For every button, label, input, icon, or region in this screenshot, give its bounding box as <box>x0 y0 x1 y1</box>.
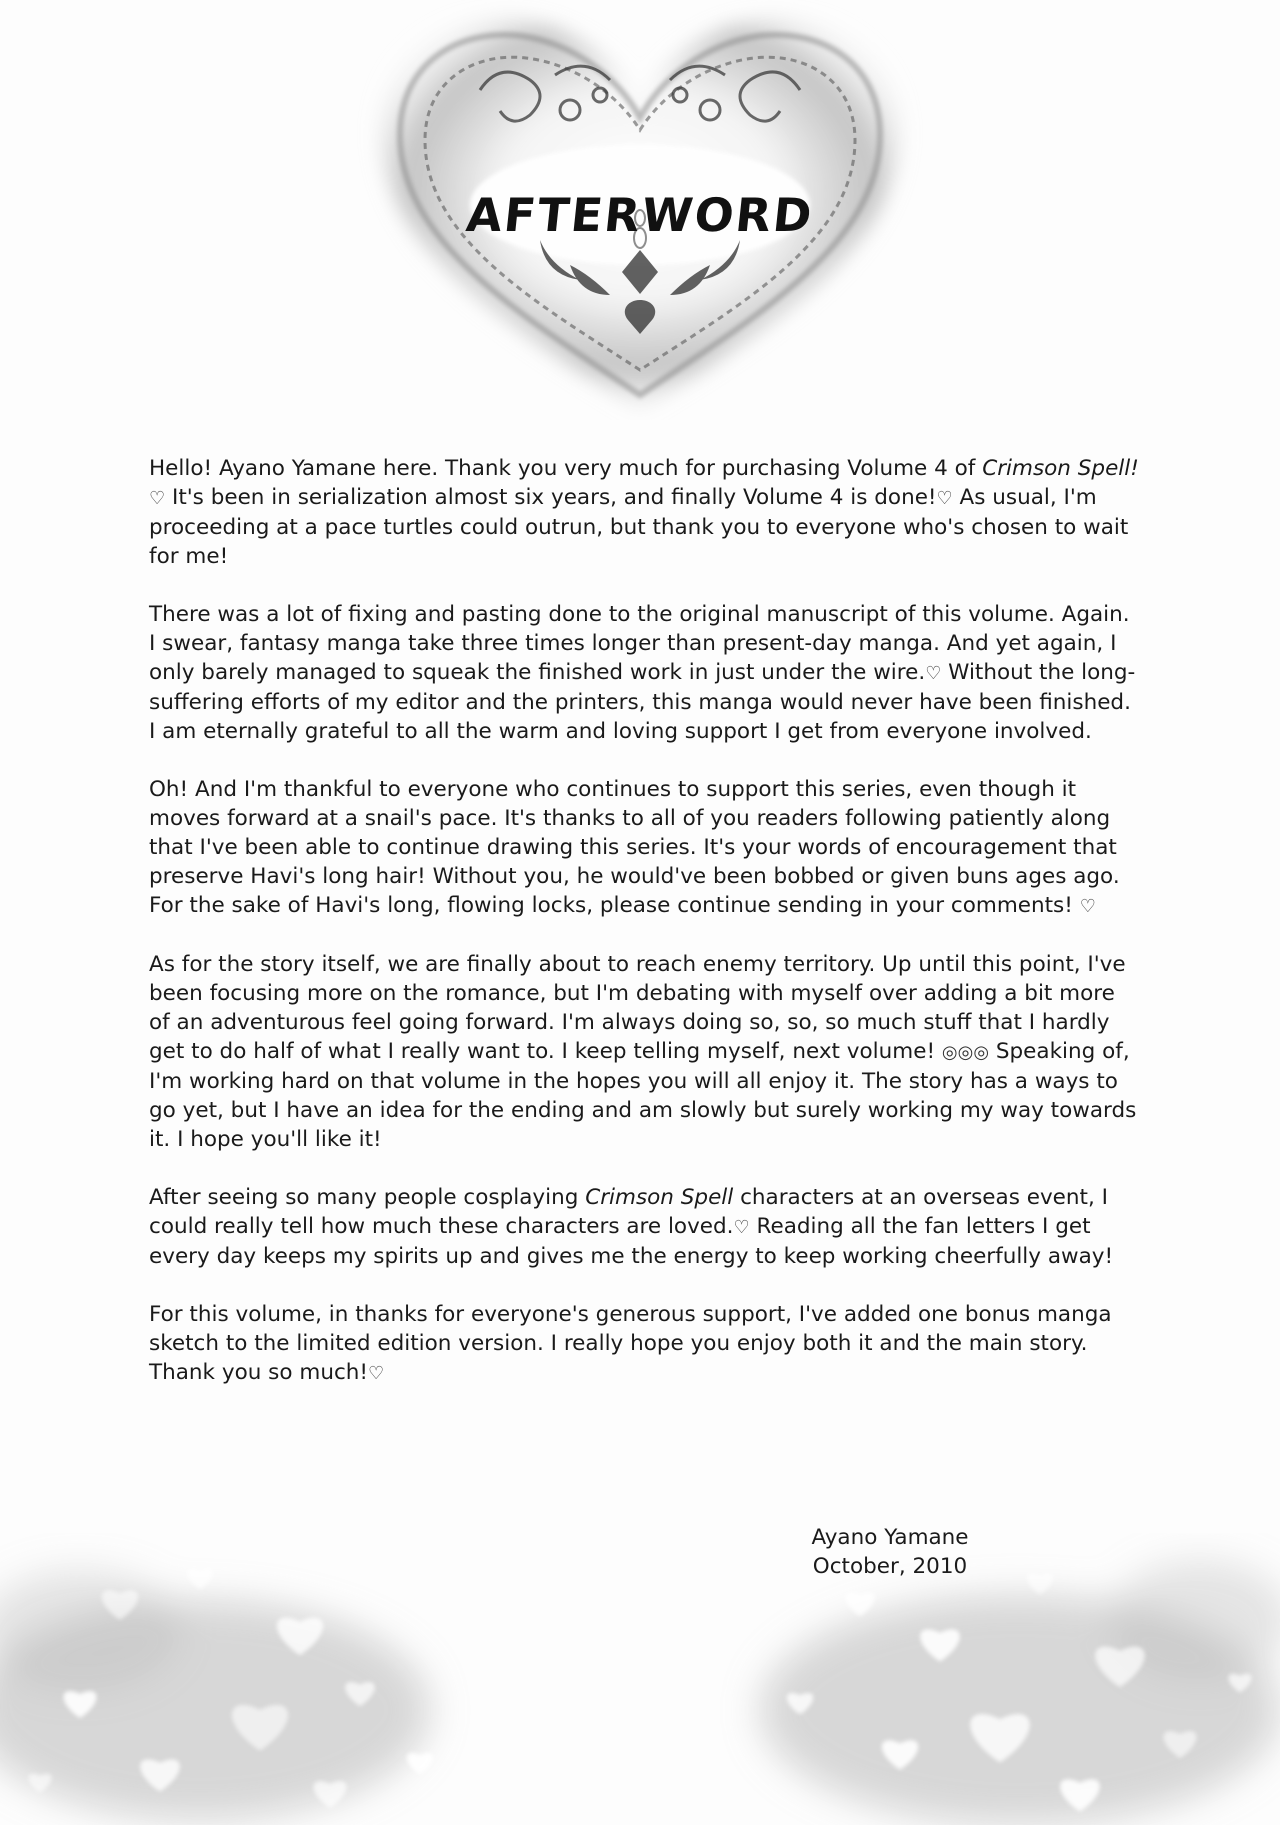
bokeh-heart-icon <box>1027 1573 1053 1595</box>
paragraph-text: Crimson Spell <box>585 1185 734 1210</box>
paragraph-text: After seeing so many people cosplaying <box>149 1185 586 1210</box>
bokeh-heart-icon <box>845 1592 875 1616</box>
paragraph-p1 <box>149 454 1139 571</box>
bokeh-heart-icon <box>407 1753 433 1775</box>
paragraph-p2 <box>149 600 1139 746</box>
paragraph-text: Hello! Ayano Yamane here. Thank you very much for purchasing Volume 4 of <box>149 456 983 481</box>
heart-glyph-icon: ♡ <box>733 1217 750 1238</box>
paragraph-text: There was a lot of fixing and pasting done to the original manuscript of this volume. Again. I swear, fantasy manga take three times longer than present-day manga. And yet again, I only barely managed to squeak the finished work in just under the wire. <box>149 602 1130 685</box>
paragraph-text: Speaking of, I'm working hard on that volume in the hopes you will all enjoy it. The story has a ways to go yet, but I have an idea for the ending and am slowly but surely working my way towards it. I hope you'll like it! <box>149 1039 1137 1152</box>
heart-glyph-icon: ♡ <box>1079 896 1096 917</box>
bokeh-hearts-icon <box>0 1480 1280 1825</box>
paragraph-text: Oh! And I'm thankful to everyone who continues to support this series, even though it moves forward at a snail's pace. It's thanks to all of you readers following patiently along that I've been able to continue drawing this series. It's your words of encouragement that preserve Havi's long hair! Without you, he would've been bobbed or given buns ages ago. For the sake of Havi's long, flowing locks, please continue sending in your comments! <box>149 777 1120 918</box>
heart-glyph-icon: ◎◎◎ <box>941 1042 990 1063</box>
paragraph-text: For this volume, in thanks for everyone's generous support, I've added one bonus manga sketch to the limited edition version. I really hope you enjoy both it and the main story. Thank you so much! <box>149 1302 1112 1385</box>
bokeh-hearts-decoration <box>0 1480 1280 1825</box>
paragraph-p4 <box>149 950 1139 1154</box>
paragraph-p3 <box>149 775 1139 921</box>
paragraph-text: Reading all the fan letters I get every day keeps my spirits up and gives me the energy to keep working cheerfully away! <box>149 1214 1114 1269</box>
paragraph-text: Without the long-suffering efforts of my editor and the printers, this manga would never have been finished. I am eternally grateful to all the warm and loving support I get from everyone involved. <box>149 660 1136 744</box>
paragraph-p5 <box>149 1183 1139 1271</box>
paragraph-p6 <box>149 1300 1139 1388</box>
heart-glyph-icon: ♡ <box>368 1363 385 1384</box>
paragraph-text: As usual, I'm proceeding at a pace turtles could outrun, but thank you to everyone who's chosen to wait for me! <box>149 485 1129 569</box>
paragraph-text: Crimson Spell! <box>982 456 1139 481</box>
heart-glyph-icon: ♡ <box>936 488 953 509</box>
paragraph-text: It's been in serialization almost six years, and finally Volume 4 is done! <box>165 485 937 510</box>
heart-glyph-icon: ♡ <box>925 663 942 684</box>
afterword-body <box>149 454 1139 1417</box>
bokeh-heart-icon <box>187 1568 213 1590</box>
paragraph-text: As for the story itself, we are finally about to reach enemy territory. Up until this point, I've been focusing more on the romance, but I'm debating with myself over adding a bit more of an adventurous feel going forward. I'm always doing so, so, so much stuff that I hardly get to do half of what I really want to. I keep telling myself, next volume! <box>149 952 1126 1064</box>
page-title: AFTERWORD <box>463 188 817 242</box>
paragraph-text: characters at an overseas event, I could really tell how much these characters are loved. <box>149 1185 1108 1239</box>
signature-date: October, 2010 <box>812 1554 968 1579</box>
heart-glyph-icon: ♡ <box>149 488 166 509</box>
author-name: Ayano Yamane <box>811 1525 969 1550</box>
